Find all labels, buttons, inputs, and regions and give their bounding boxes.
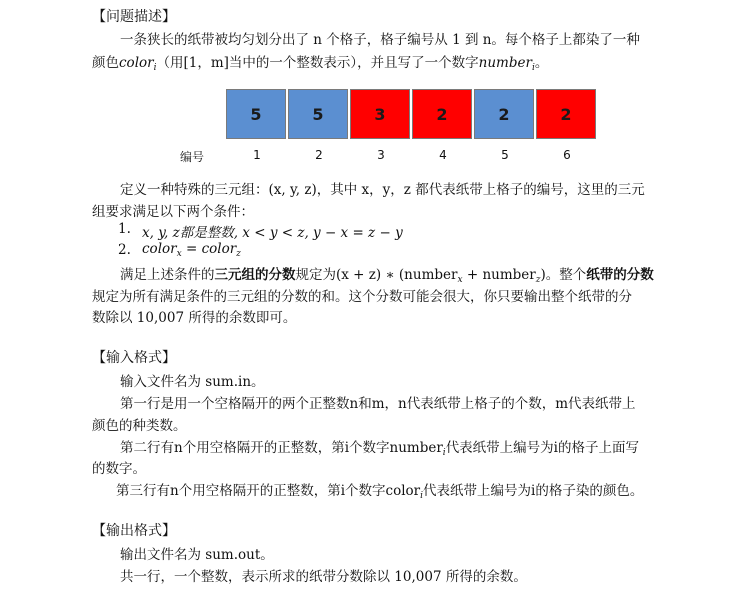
cell-id: 4	[439, 148, 447, 162]
cell-id: 5	[501, 148, 509, 162]
input-line-1: 输入文件名为 sum.in。	[120, 374, 265, 390]
score-line	[120, 263, 654, 285]
condition-2-number: 2.	[118, 242, 131, 258]
text-fragment: 颜色	[92, 55, 119, 71]
id-row	[226, 148, 598, 162]
definition-line-2: 组要求满足以下两个条件：	[92, 204, 254, 220]
input-line-2: 第一行是用一个空格隔开的两个正整数n和m，n代表纸带上格子的个数，m代表纸带上	[120, 396, 636, 412]
math-sub: i	[531, 63, 535, 73]
output-heading: 【输出格式】	[92, 523, 176, 539]
text-fragment: 第二行有n个用空格隔开的正整数，第i个数字number	[120, 440, 443, 456]
formula-fragment: 规定为(x + z) ∗ (number	[295, 267, 458, 283]
cell-id: 1	[253, 148, 261, 162]
input-line-5: 的数字。	[92, 461, 146, 477]
text-fragment: （用[1，m]当中的一个整数表示），并且写了一个数字	[156, 55, 479, 71]
math-sub: i	[442, 448, 446, 458]
condition-1-number: 1.	[118, 221, 131, 237]
text-fragment: 代表纸带上编号为i的格子染的颜色。	[423, 483, 644, 499]
text-fragment: )。整个	[540, 267, 587, 283]
text-fragment: 。	[534, 55, 549, 71]
problem-line-1: 一条狭长的纸带被均匀划分出了 n 个格子，格子编号从 1 到 n。每个格子上都染了一种	[120, 32, 640, 48]
cell-id: 6	[563, 148, 571, 162]
strip-cell: 5	[226, 89, 286, 139]
math-sub: z	[535, 275, 541, 285]
text-fragment: 代表纸带上编号为i的格子上面写	[445, 440, 640, 456]
condition-1-text: x, y, z都是整数, x < y < z, y − x = z − y	[142, 225, 403, 241]
math-sub: x	[176, 249, 182, 259]
input-line-6	[116, 479, 643, 501]
output-line-1: 输出文件名为 sum.out。	[120, 547, 274, 563]
strip-cell: 2	[412, 89, 472, 139]
math-sub: z	[236, 249, 241, 259]
definition-line-last-2: 数除以 10,007 所得的余数即可。	[92, 310, 297, 326]
bold-term: 三元组的分数	[214, 267, 296, 283]
text-fragment: 满足上述条件的	[120, 267, 215, 283]
input-line-3: 颜色的种类数。	[92, 418, 187, 434]
problem-heading: 【问题描述】	[92, 9, 176, 25]
input-line-4	[120, 436, 639, 458]
id-label: 编号	[180, 150, 205, 164]
strip-cell: 2	[474, 89, 534, 139]
strip-cell: 5	[288, 89, 348, 139]
math-sub: i	[420, 491, 423, 501]
math-color: = color	[181, 241, 237, 257]
math-sub: x	[457, 275, 463, 285]
paper-strip	[226, 89, 598, 139]
math-sub: i	[153, 63, 157, 73]
output-line-2: 共一行，一个整数，表示所求的纸带分数除以 10,007 所得的余数。	[120, 569, 527, 585]
math-color: color	[142, 241, 177, 257]
cell-id: 3	[377, 148, 385, 162]
problem-line-2	[92, 51, 548, 73]
definition-line-last-1: 规定为所有满足条件的三元组的分数的和。这个分数可能会很大，你只要输出整个纸带的分	[92, 289, 632, 305]
math-color: color	[119, 55, 154, 71]
definition-line-1: 定义一种特殊的三元组：(x, y, z)，其中 x，y，z 都代表纸带上格子的编号，这里的三元	[120, 182, 645, 198]
formula-fragment: + number	[462, 267, 536, 283]
input-heading: 【输入格式】	[92, 350, 176, 366]
cell-id: 2	[315, 148, 323, 162]
strip-cell: 3	[350, 89, 410, 139]
condition-2-text	[142, 241, 241, 259]
bold-term: 纸带的分数	[586, 267, 654, 283]
strip-cell: 2	[536, 89, 596, 139]
math-number: number	[478, 55, 532, 71]
text-fragment: 第三行有n个用空格隔开的正整数，第i个数字color	[116, 483, 421, 499]
